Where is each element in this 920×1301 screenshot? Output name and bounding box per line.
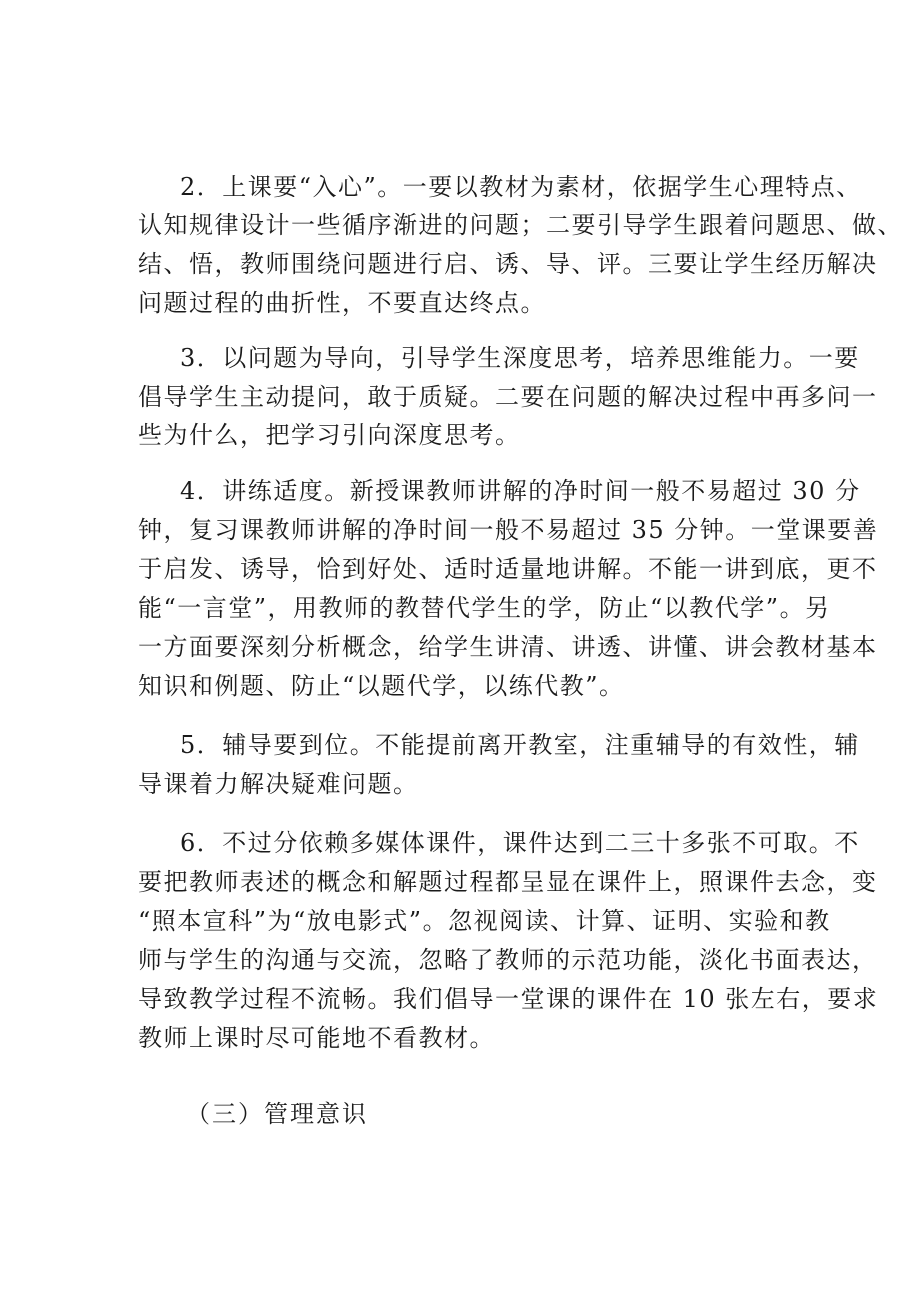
para-5-line-2: 导课着力解决疑难问题。	[138, 770, 419, 798]
para-4-line-5: 一方面要深刻分析概念，给学生讲清、讲透、讲懂、讲会教材基本	[138, 633, 878, 661]
para-3-line-1: 3．以问题为导向，引导学生深度思考，培养思维能力。一要	[180, 344, 860, 372]
para-2-line-3: 结、悟，教师围绕问题进行启、诱、导、评。三要让学生经历解决	[138, 250, 878, 278]
para-6-line-4: 师与学生的沟通与交流，忽略了教师的示范功能，淡化书面表达，	[138, 946, 878, 974]
section-heading: （三）管理意识	[186, 1100, 368, 1128]
para-6-line-5: 导致教学过程不流畅。我们倡导一堂课的课件在 10 张左右，要求	[138, 985, 879, 1013]
para-5-line-1: 5．辅导要到位。不能提前离开教室，注重辅导的有效性，辅	[180, 731, 860, 759]
para-2-line-2: 认知规律设计一些循序渐进的问题；二要引导学生跟着问题思、做、	[138, 211, 903, 239]
para-4-line-6: 知识和例题、防止“以题代学，以练代教”。	[138, 672, 625, 700]
para-6-line-3: “照本宣科”为“放电影式”。忽视阅读、计算、证明、实验和教	[138, 907, 831, 935]
para-6-line-2: 要把教师表述的概念和解题过程都呈显在课件上，照课件去念，变	[138, 868, 878, 896]
para-4-line-2: 钟，复习课教师讲解的净时间一般不易超过 35 分钟。一堂课要善	[138, 516, 879, 544]
para-4-line-4: 能“一言堂”，用教师的教替代学生的学，防止“以教代学”。另	[138, 594, 831, 622]
para-4-line-3: 于启发、诱导，恰到好处、适时适量地讲解。不能一讲到底，更不	[138, 555, 878, 583]
para-3-line-2: 倡导学生主动提问，敢于质疑。二要在问题的解决过程中再多问一	[138, 383, 878, 411]
para-3-line-3: 些为什么，把学习引向深度思考。	[138, 421, 521, 449]
para-2-line-4: 问题过程的曲折性，不要直达终点。	[138, 289, 546, 317]
para-2-line-1: 2．上课要“入心”。一要以教材为素材，依据学生心理特点、	[180, 173, 862, 201]
para-6-line-6: 教师上课时尽可能地不看教材。	[138, 1024, 495, 1052]
para-4-line-1: 4．讲练适度。新授课教师讲解的净时间一般不易超过 30 分	[180, 477, 861, 505]
para-6-line-1: 6．不过分依赖多媒体课件，课件达到二三十多张不可取。不	[180, 829, 860, 857]
